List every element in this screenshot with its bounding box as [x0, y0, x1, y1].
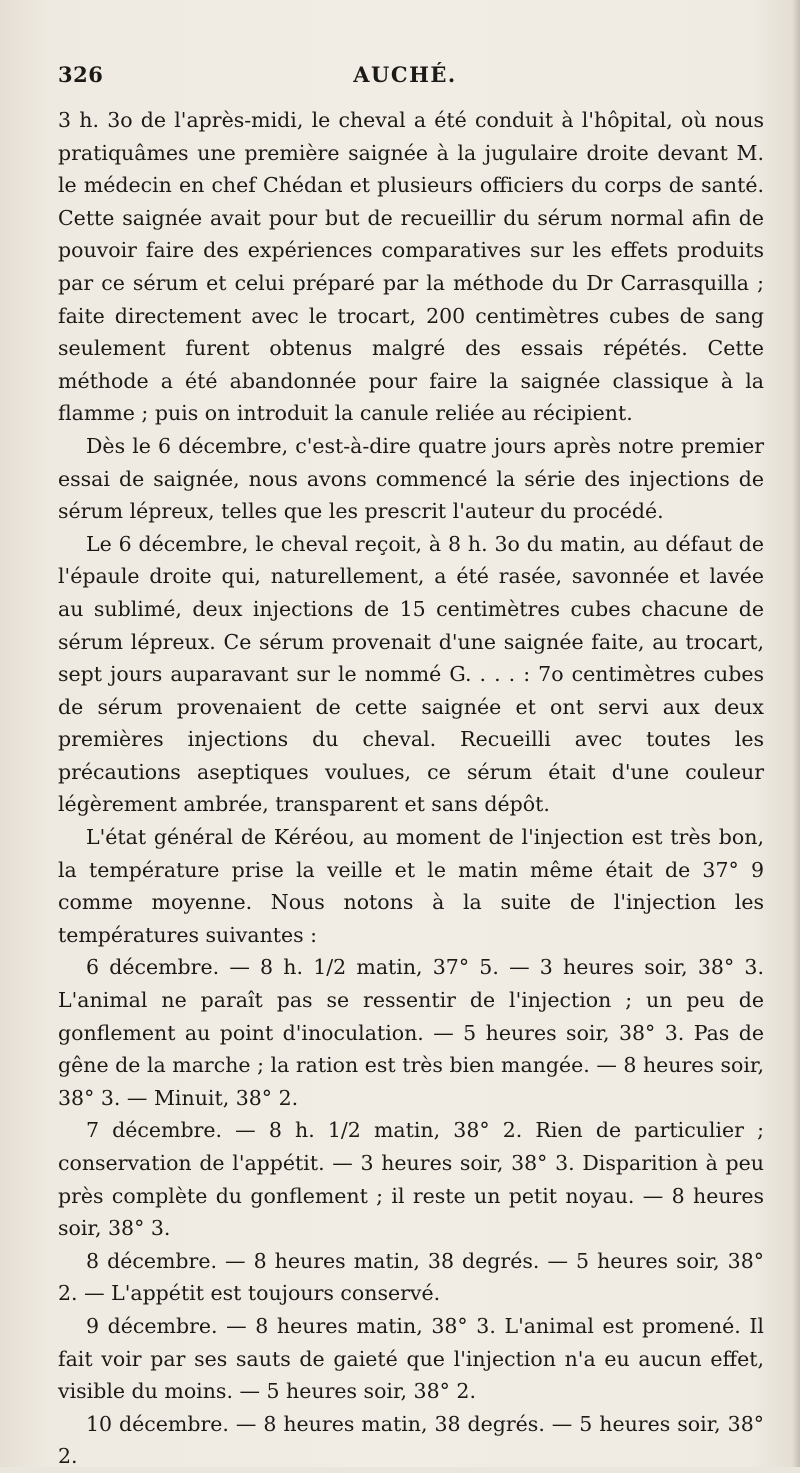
- body-text: [58, 104, 764, 1473]
- page-number: 326: [58, 62, 104, 87]
- paragraph-series-start: Dès le 6 décembre, c'est-à-dire quatre jours après notre premier essai de saignée, nous avons commencé la série des injections de sérum lépreux, telles que les prescrit l'auteur du procédé.: [58, 433, 764, 524]
- paragraph-dec-7: 7 décembre. — 8 h. 1/2 matin, 38° 2. Rien de particulier ; conservation de l'appétit. — 3 heures soir, 38° 3. Disparition à peu près complète du gonflement ; il reste un petit noyau. — 8 heures soir, 38° 3.: [58, 1118, 764, 1241]
- paragraph-dec-8: 8 décembre. — 8 heures matin, 38 degrés. — 5 heures soir, 38° 2. — L'appétit est toujours conservé.: [58, 1248, 764, 1306]
- paragraph-continuation: 3 h. 3o de l'après-midi, le cheval a été conduit à l'hôpital, où nous pratiquâmes une première saignée à la jugulaire droite devant M. le médecin en chef Chédan et plusieurs officiers du corps de santé. Cette saignée avait pour but de recueillir du sérum normal afin de pouvoir faire des expériences comparatives sur les effets produits par ce sérum et celui préparé par la méthode du Dr Carrasquilla ; faite directement avec le trocart, 200 centimètres cubes de sang seulement furent obtenus malgré des essais répétés. Cette méthode a été abandonnée pour faire la saignée classique à la flamme ; puis on introduit la canule reliée au récipient.: [58, 108, 764, 426]
- paragraph-dec-10: 10 décembre. — 8 heures matin, 38 degrés. — 5 heures soir, 38° 2.: [58, 1411, 764, 1469]
- paragraph-dec-9: 9 décembre. — 8 heures matin, 38° 3. L'animal est promené. Il fait voir par ses sauts de gaieté que l'injection n'a eu aucun effet, visible du moins. — 5 heures soir, 38° 2.: [58, 1313, 764, 1404]
- paragraph-dec-6: 6 décembre. — 8 h. 1/2 matin, 37° 5. — 3 heures soir, 38° 3. L'animal ne paraît pas se ressentir de l'injection ; un peu de gonflement au point d'inoculation. — 5 heures soir, 38° 3. Pas de gêne de la marche ; la ration est très bien mangée. — 8 heures soir, 38° 3. — Minuit, 38° 2.: [58, 955, 764, 1110]
- page-edge-shadow: [792, 0, 800, 1467]
- paragraph-general-state: L'état général de Kéréou, au moment de l'injection est très bon, la température prise la veille et le matin même était de 37° 9 comme moyenne. Nous notons à la suite de l'injection les températures suivantes :: [58, 825, 764, 947]
- page-header: [58, 62, 752, 92]
- running-title: AUCHÉ.: [353, 62, 457, 87]
- paragraph-first-injection: Le 6 décembre, le cheval reçoit, à 8 h. 3o du matin, au défaut de l'épaule droite qui, naturellement, a été rasée, savonnée et lavée au sublimé, deux injections de 15 centimètres cubes chacune de sérum lépreux. Ce sérum provenait d'une saignée faite, au trocart, sept jours auparavant sur le nommé G. . . . : 7o centimètres cubes de sérum provenaient de cette saignée et ont servi aux deux premières injections du cheval. Recueilli avec toutes les précautions aseptiques voulues, ce sérum était d'une couleur légèrement ambrée, transparent et sans dépôt.: [58, 531, 764, 817]
